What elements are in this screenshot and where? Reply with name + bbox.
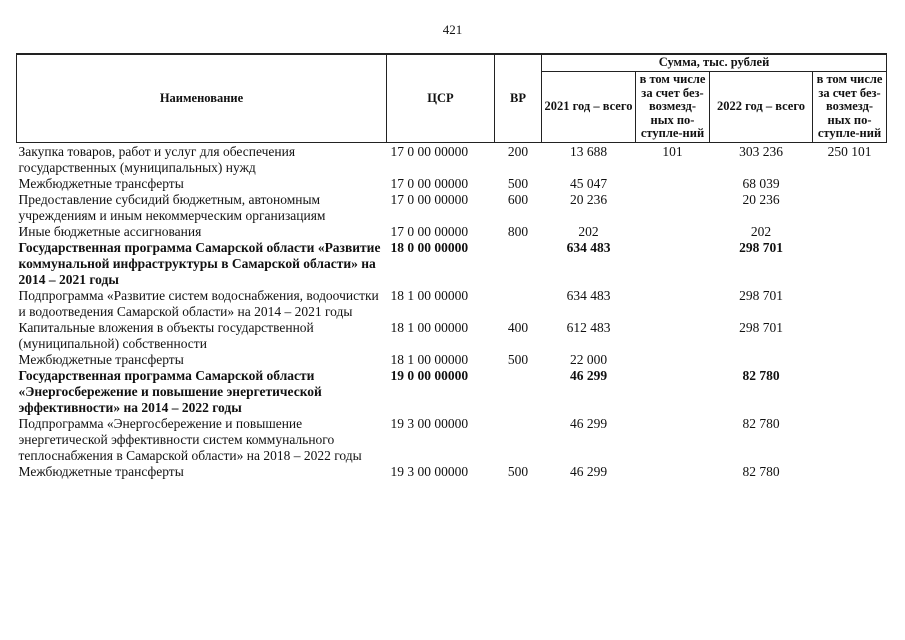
header-2022-free: в том числе за счет без-возмезд-ных по-ступле-ний [813, 72, 887, 143]
row-csr: 17 0 00 00000 [390, 223, 469, 239]
row-name: Иные бюджетные ассигнования [18, 223, 202, 239]
row-vr: 400 [507, 319, 529, 335]
table-row [17, 352, 887, 368]
row-2022-free [813, 352, 887, 368]
header-name: Наименование [17, 54, 387, 142]
row-name: Предоставление субсидий бюджетным, автономным учреждениям и иным некоммерческим организациям [18, 191, 326, 223]
row-csr: 19 3 00 00000 [390, 463, 469, 479]
row-2021-free [636, 224, 710, 240]
row-2021-free [636, 176, 710, 192]
row-vr [495, 240, 542, 288]
table-header [17, 54, 887, 142]
row-2022-free [813, 320, 887, 352]
table-row-program [17, 240, 887, 288]
row-2021-total: 22 000 [569, 351, 608, 367]
row-2021-total: 46 299 [569, 463, 608, 479]
row-2022-total [710, 352, 813, 368]
row-2022-free [813, 176, 887, 192]
row-csr: 17 0 00 00000 [390, 143, 469, 159]
table-row [17, 192, 887, 224]
row-vr [495, 368, 542, 416]
row-vr: 600 [507, 191, 529, 207]
row-2022-free [813, 288, 887, 320]
row-2022-total: 298 701 [739, 287, 783, 303]
budget-table [16, 53, 887, 480]
row-2021-total: 46 299 [569, 367, 608, 383]
table-body [17, 142, 887, 480]
header-sum-group: Сумма, тыс. рублей [542, 54, 887, 72]
row-2022-free: 250 101 [827, 143, 872, 159]
row-name: Государственная программа Самарской области «Развитие коммунальной инфраструктуры в Самарской области» на 2014 – 2021 годы [18, 239, 381, 287]
table-row [17, 224, 887, 240]
row-2022-free [813, 240, 887, 288]
row-csr: 18 0 00 00000 [390, 239, 469, 255]
row-2021-free [636, 240, 710, 288]
row-vr: 500 [507, 351, 529, 367]
row-2022-total: 303 236 [739, 143, 783, 159]
row-2021-free [636, 368, 710, 416]
row-2022-free [813, 368, 887, 416]
row-2022-free [813, 416, 887, 464]
row-2022-total: 82 780 [742, 367, 780, 383]
row-2021-total: 45 047 [569, 175, 608, 191]
row-csr: 19 0 00 00000 [390, 367, 469, 383]
header-vr: ВР [495, 54, 542, 142]
row-2021-total: 20 236 [569, 191, 608, 207]
row-2021-total: 202 [578, 223, 599, 239]
row-2021-total: 612 483 [566, 319, 611, 335]
table-row [17, 176, 887, 192]
row-name: Государственная программа Самарской области «Энергосбережение и повышение энергетической эффективности» на 2014 – 2022 годы [18, 367, 322, 415]
row-csr: 17 0 00 00000 [390, 175, 469, 191]
row-2022-total: 82 780 [742, 415, 780, 431]
row-2021-free [636, 192, 710, 224]
row-name: Подпрограмма «Развитие систем водоснабжения, водоочистки и водоотведения Самарской области» на 2014 – 2021 годы [18, 287, 379, 319]
row-2021-free [636, 320, 710, 352]
row-2022-free [813, 224, 887, 240]
row-name: Межбюджетные трансферты [18, 351, 184, 367]
row-2022-total: 298 701 [739, 239, 783, 255]
row-2021-free: 101 [662, 143, 683, 159]
row-name: Подпрограмма «Энергосбережение и повышение энергетической эффективности систем коммунального теплоснабжения в Самарской области» на 2018 – 2022 годы [18, 415, 362, 463]
row-2022-total: 298 701 [739, 319, 783, 335]
row-2021-free [636, 416, 710, 464]
row-2022-total: 20 236 [742, 191, 780, 207]
table-row [17, 464, 887, 480]
row-2022-total: 202 [750, 223, 772, 239]
row-csr: 18 1 00 00000 [390, 287, 469, 303]
row-vr [495, 416, 542, 464]
row-name: Капитальные вложения в объекты государственной (муниципальной) собственности [18, 319, 314, 351]
row-2021-free [636, 464, 710, 480]
row-name: Межбюджетные трансферты [18, 175, 184, 191]
header-2022-total: 2022 год – всего [710, 72, 813, 143]
table-row [17, 416, 887, 464]
row-name: Закупка товаров, работ и услуг для обеспечения государственных (муниципальных) нужд [18, 143, 296, 175]
row-csr: 18 1 00 00000 [390, 351, 469, 367]
header-2021-total: 2021 год – всего [542, 72, 636, 143]
row-csr: 17 0 00 00000 [390, 191, 469, 207]
row-vr: 200 [507, 143, 529, 159]
row-vr: 500 [507, 463, 529, 479]
row-vr [495, 288, 542, 320]
row-2022-free [813, 464, 887, 480]
row-2021-total: 13 688 [569, 143, 608, 159]
row-name: Межбюджетные трансферты [18, 463, 184, 479]
header-2021-free: в том числе за счет без-возмезд-ных по-ступле-ний [636, 72, 710, 143]
row-csr: 19 3 00 00000 [390, 415, 469, 431]
header-csr: ЦСР [387, 54, 495, 142]
row-2021-total: 634 483 [566, 287, 611, 303]
row-2021-free [636, 288, 710, 320]
row-2021-total: 46 299 [569, 415, 608, 431]
row-2021-free [636, 352, 710, 368]
row-csr: 18 1 00 00000 [390, 319, 469, 335]
budget-table-container [16, 53, 886, 480]
row-vr: 800 [507, 223, 529, 239]
row-2022-total: 68 039 [742, 175, 780, 191]
row-2021-total: 634 483 [566, 239, 611, 255]
row-2022-free [813, 192, 887, 224]
table-row [17, 320, 887, 352]
row-vr: 500 [507, 175, 529, 191]
table-row-program [17, 368, 887, 416]
page-number: 421 [442, 22, 463, 37]
table-row [17, 142, 887, 176]
table-row [17, 288, 887, 320]
row-2022-total: 82 780 [742, 463, 780, 479]
